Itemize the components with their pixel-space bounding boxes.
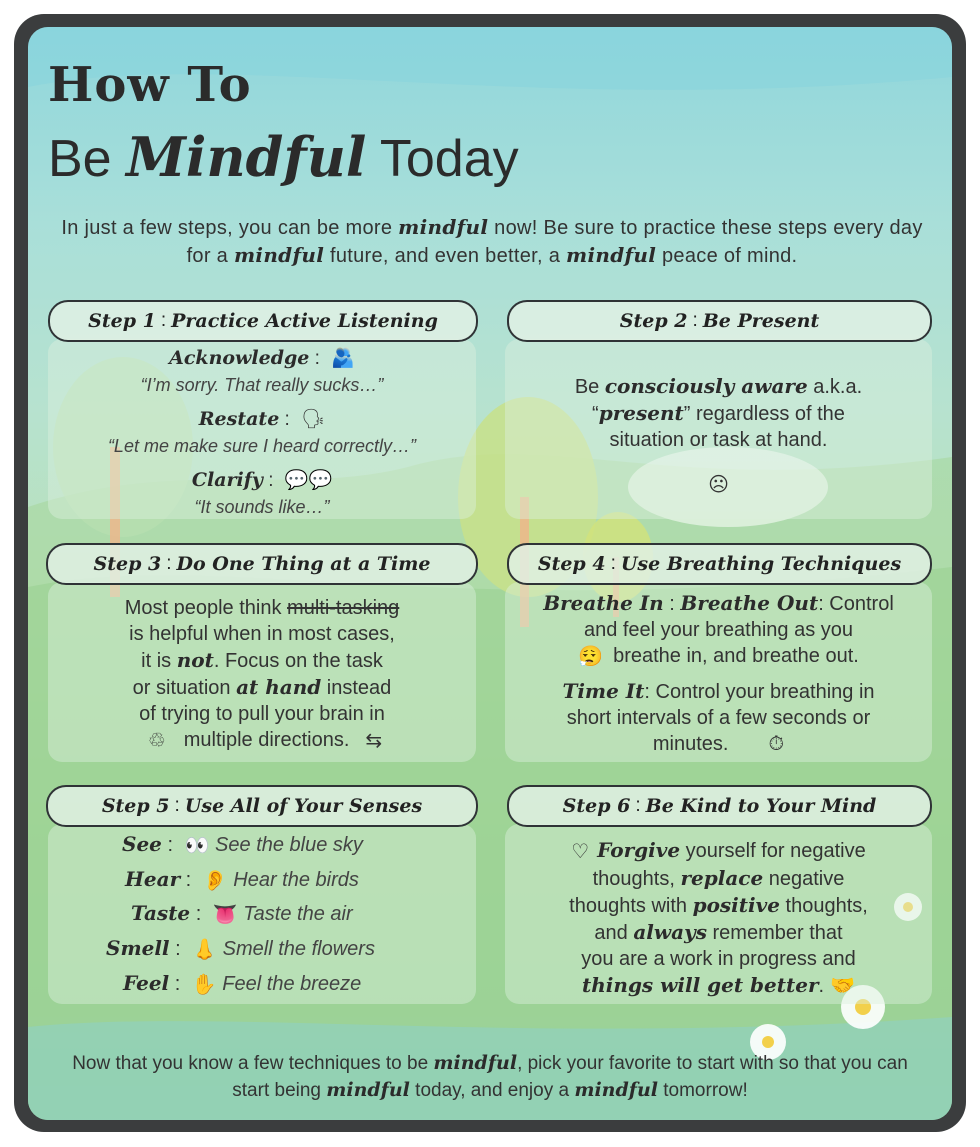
footer-paragraph: Now that you know a few techniques to be mindful, pick your favorite to start with so that you can start being mindful today, and enjoy a mindful tomorrow! [72, 1052, 908, 1101]
step5-header: Step 5 : Use All of Your Senses [46, 785, 478, 827]
eyes-icon: 👀 [184, 835, 210, 858]
step1-content [48, 343, 476, 518]
step3-content: Most people think multi-tasking is helpful when in most cases, it is not. Focus on the task or situation at hand instead of trying to pull your brain in ♲ multiple directions. ⇆ [124, 597, 400, 752]
sense-hear-row: Hear : 👂 Hear the birds [125, 867, 359, 893]
tongue-icon: 👅 [212, 904, 238, 927]
restate-row: Restate : 🗣 [48, 404, 476, 435]
nose-icon: 👃 [192, 939, 218, 962]
speaking-head-icon: 🗣 [301, 408, 326, 430]
page-subtitle [48, 125, 519, 189]
step6-header: Step 6 : Be Kind to Your Mind [507, 785, 932, 827]
heart-icon: ♡ [571, 840, 590, 863]
breath-head-icon: 😮‍💨 [578, 645, 604, 668]
intro-paragraph: In just a few steps, you can be more mindful now! Be sure to practice these steps every day for a mindful future, and even better, a mindful peace of mind. [61, 215, 923, 267]
step1-header: Step 1 : Practice Active Listening [48, 300, 478, 342]
restate-quote: “Let me make sure I heard correctly…” [107, 436, 417, 456]
subtitle-post: Today [366, 130, 519, 188]
step4-content: Breathe In : Breathe Out: Control and feel your breathing as you 😮‍💨 breathe in, and breathe out. Time It: Control your breathing in short intervals of a few seconds or minutes. ⏱ [543, 591, 894, 756]
step3-header: Step 3 : Do One Thing at a Time [46, 543, 478, 585]
sense-feel-row: Feel : ✋ Feel the breeze [123, 971, 362, 997]
page-title: How To [48, 57, 252, 113]
infographic-canvas [28, 27, 952, 1120]
acknowledge-row: Acknowledge : 🫂 [48, 343, 476, 374]
swap-arrows-icon: ⇆ [365, 729, 383, 752]
clarify-quote: “It sounds like…” [194, 497, 330, 517]
hand-icon: ✋ [191, 974, 217, 997]
clarify-row: Clarify : 💬💬 [48, 465, 476, 496]
subtitle-pre: Be [48, 130, 127, 188]
sense-see-row: See : 👀 See the blue sky [122, 832, 363, 858]
step6-content: ♡ Forgive yourself for negative thoughts, replace negative thoughts with positive thoughts, and always remember that you are a work in progress and things will get better. 🤝 [569, 838, 868, 998]
ear-icon: 👂 [202, 870, 228, 893]
recycle-arrows-icon: ♲ [147, 729, 166, 752]
hug-icon: 🫂 [331, 347, 355, 369]
step2-content: Be consciously aware a.k.a. “present” regardless of the situation or task at hand. ☹ [574, 374, 863, 496]
sense-taste-row: Taste : 👅 Taste the air [131, 901, 353, 927]
subtitle-emphasis: Mindful [126, 125, 367, 189]
speech-bubbles-icon: 💬💬 [284, 469, 333, 491]
step2-header: Step 2 : Be Present [507, 300, 932, 342]
sense-smell-row: Smell : 👃 Smell the flowers [106, 936, 375, 962]
acknowledge-quote: “I’m sorry. That really sucks…” [140, 375, 384, 395]
stopwatch-icon: ⏱ [768, 733, 785, 756]
step4-header: Step 4 : Use Breathing Techniques [507, 543, 932, 585]
thinking-face-icon: ☹ [708, 473, 729, 496]
handshake-icon: 🤝 [830, 975, 855, 998]
